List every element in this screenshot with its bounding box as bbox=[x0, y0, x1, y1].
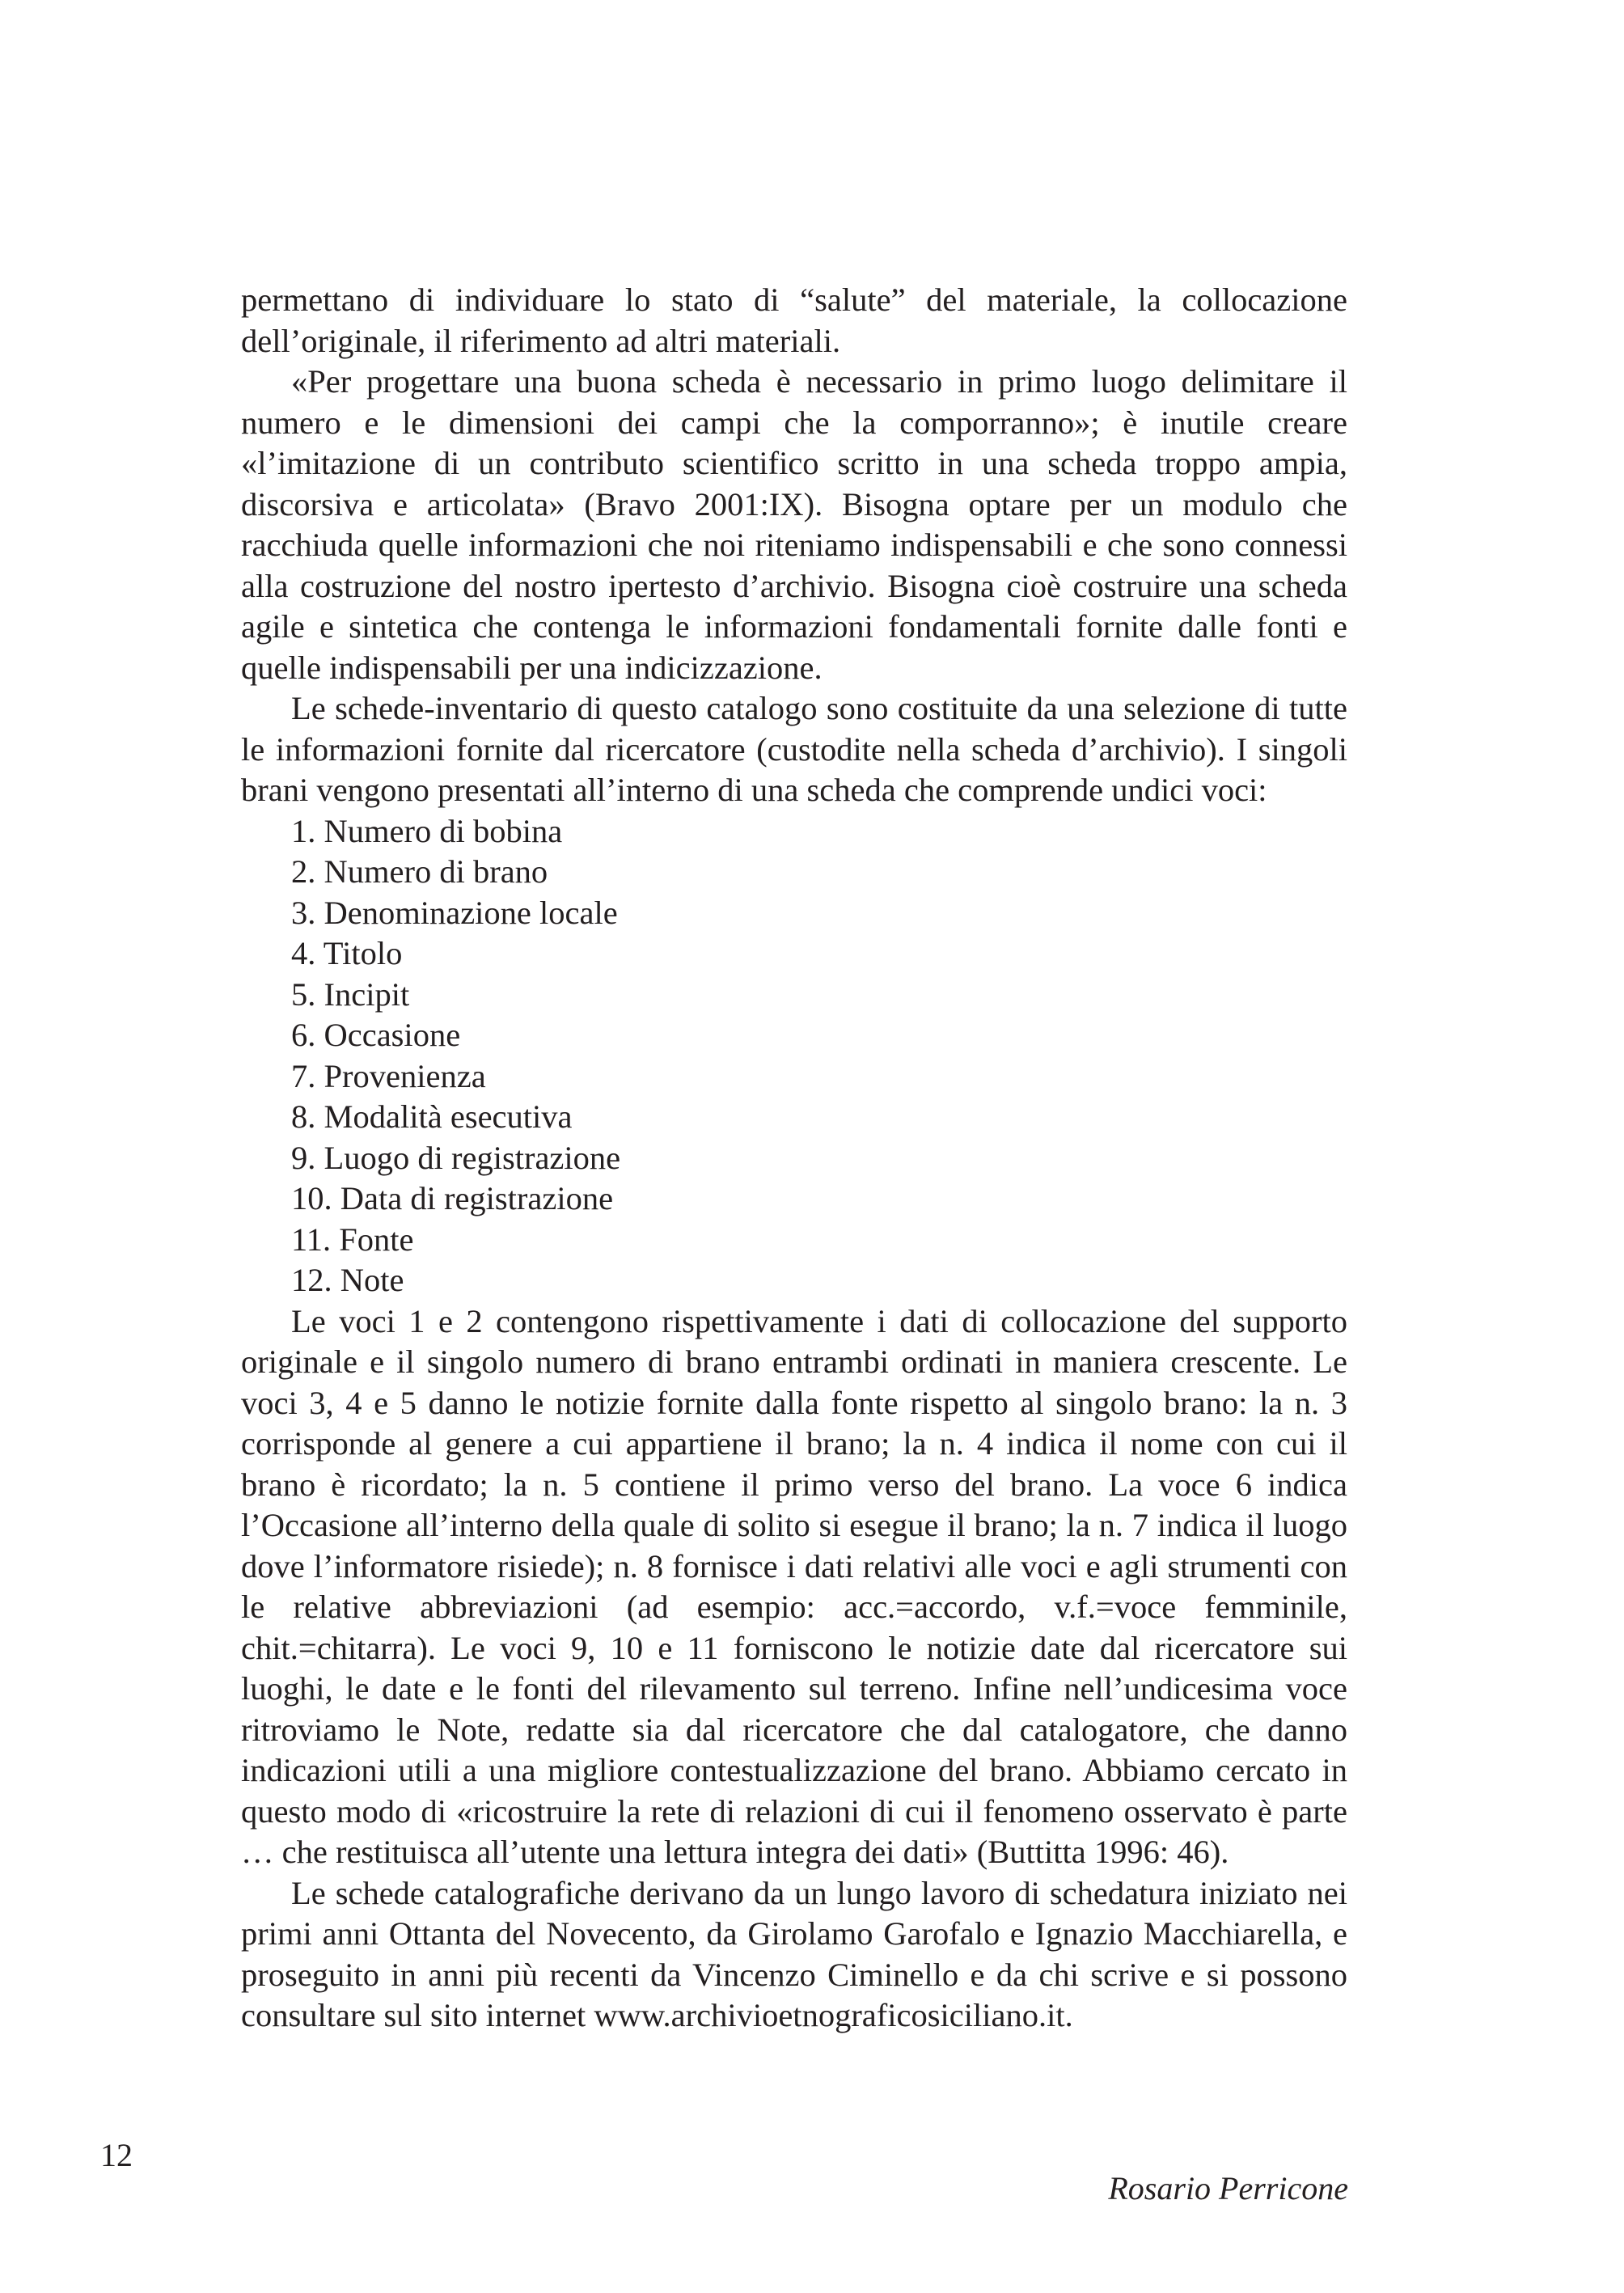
paragraph-continuation: permettano di individuare lo stato di “salute” del materiale, la collocazione dell’originale, il riferimento ad altri materiali. bbox=[241, 281, 1347, 359]
paragraph-schede-origin: Le schede catalografiche derivano da un lungo lavoro di schedatura iniziato nei primi anni Ottanta del Novecento, da Girolamo Garofalo e Ignazio Macchiarella, e proseguito in anni più recenti da Vincenzo Ciminello e da chi scrive e si possono consultare sul sito internet www.archivioetnograficosiciliano.it. bbox=[241, 1874, 1347, 2033]
paragraph-voci-description: Le voci 1 e 2 contengono rispettivamente i dati di collocazione del supporto originale e il singolo numero di brano entrambi ordinati in maniera crescente. Le voci 3, 4 e 5 danno le notizie fornite dalla fonte rispetto al singolo brano: la n. 3 corrisponde al genere a cui appartiene il brano; la n. 4 indica il nome con cui il brano è ricordato; la n. 5 contiene il primo verso del brano. La voce 6 indica l’Occasione all’interno della quale di solito si esegue il brano; la n. 7 indica il luogo dove l’informatore risiede); n. 8 fornisce i dati relativi alle voci e agli strumenti con le relative abbreviazioni (ad esempio: acc.=accordo, v.f.=voce femminile, chit.=chitarra). Le voci 9, 10 e 11 forniscono le notizie date dal ricercatore sui luoghi, le date e le fonti del rilevamento sul terreno. Infine nell’undicesima voce ritroviamo le Note, redatte sia dal ricercatore che dal catalogatore, che danno indicazioni utili a una migliore contestualizzazione del brano. Abbiamo cercato in questo modo di «ricostruire la rete di relazioni di cui il fenomeno osservato è parte … che restituisca all’utente una lettura integra dei dati» (Buttitta 1996: 46). bbox=[241, 1302, 1347, 1870]
running-footer-author: Rosario Perricone bbox=[1108, 2170, 1348, 2206]
list-item: 8. Modalità esecutiva bbox=[291, 1098, 573, 1135]
list-item: 10. Data di registrazione bbox=[291, 1180, 614, 1216]
list-item: 1. Numero di bobina bbox=[291, 812, 563, 849]
paragraph-scheda: «Per progettare una buona scheda è necessario in primo luogo delimitare il numero e le dimensioni dei campi che la comporranno»; è inutile creare «l’imitazione di un contributo scientifico scritto in una scheda troppo ampia, discorsiva e articolata» (Bravo 2001:IX). Bisogna optare per un modulo che racchiuda quelle informazioni che noi riteniamo indispensabili e che sono connessi alla costruzione del nostro ipertesto d’archivio. Bisogna cioè costruire una scheda agile e sintetica che contenga le informazioni fondamentali fornite dalle fonti e quelle indispensabili per una indicizzazione. bbox=[241, 363, 1347, 686]
list-item: 3. Denominazione locale bbox=[291, 894, 618, 931]
body-text bbox=[241, 280, 1347, 2037]
list-item: 7. Provenienza bbox=[291, 1057, 486, 1094]
voci-list bbox=[241, 811, 1347, 1301]
list-item: 11. Fonte bbox=[291, 1221, 414, 1258]
paragraph-inventario: Le schede-inventario di questo catalogo sono costituite da una selezione di tutte le informazioni fornite dal ricercatore (custodite nella scheda d’archivio). I singoli brani vengono presentati all’interno di una scheda che comprende undici voci: bbox=[241, 690, 1347, 808]
list-item: 9. Luogo di registrazione bbox=[291, 1139, 621, 1176]
list-item: 5. Incipit bbox=[291, 975, 410, 1013]
list-item: 4. Titolo bbox=[291, 935, 403, 971]
list-item: 6. Occasione bbox=[291, 1017, 461, 1053]
list-item: 2. Numero di brano bbox=[291, 853, 548, 890]
page-number: 12 bbox=[100, 2137, 133, 2173]
list-item: 12. Note bbox=[291, 1262, 404, 1298]
